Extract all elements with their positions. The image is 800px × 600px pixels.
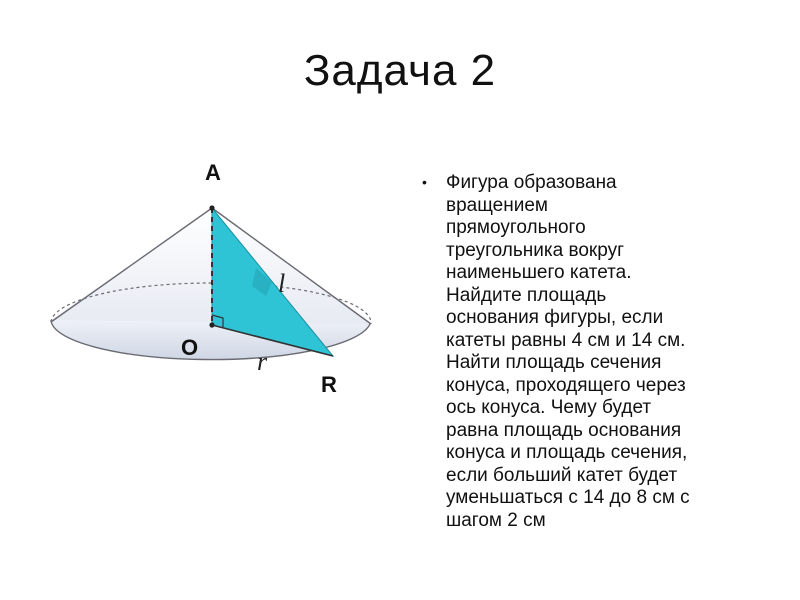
- label-A: A: [205, 160, 221, 185]
- task-list: [420, 172, 760, 532]
- task-text: Фигура образована вращением прямоугольного треугольника вокруг наименьшего катета. Найдите площадь основания фигуры, если катеты равны 4 см и 14 см. Найти площадь сечения конуса, проходящего через ось конуса. Чему будет равна площадь основания конуса и площадь сечения, если больший катет будет уменьшаться с 14 до 8 см с шагом 2 см: [446, 172, 690, 531]
- point-A: [209, 205, 214, 210]
- bullet-icon: •: [422, 174, 427, 190]
- label-O: O: [181, 335, 199, 360]
- cone-figure: [40, 150, 400, 410]
- label-R: R: [321, 372, 337, 397]
- slide-title: Задача 2: [303, 46, 497, 95]
- label-l: l: [278, 269, 286, 298]
- point-O: [209, 322, 214, 327]
- label-r: r: [257, 347, 268, 376]
- task-item: [420, 172, 760, 532]
